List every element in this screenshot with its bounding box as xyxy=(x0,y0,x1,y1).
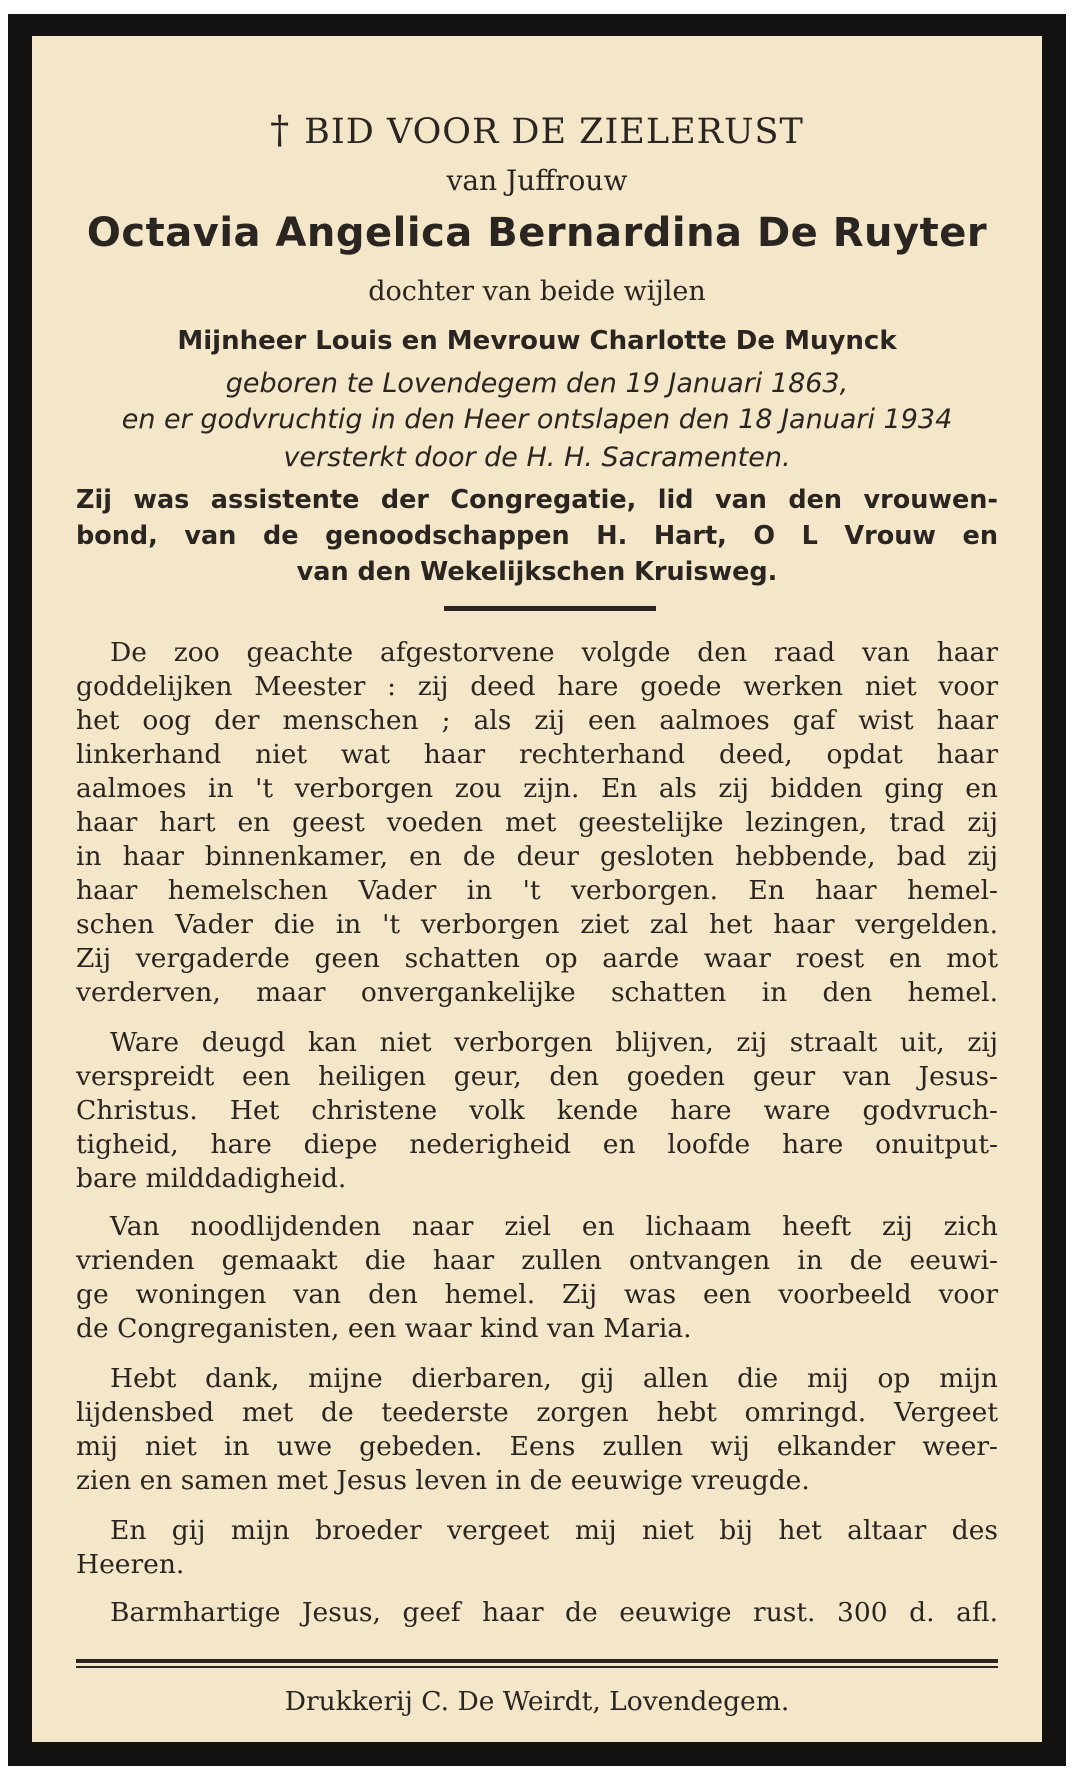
text-line: aalmoes in 't verborgen zou zijn. En als zij bidden ging en xyxy=(76,773,998,804)
text-line: linkerhand niet wat haar rechterhand deed, opdat haar xyxy=(76,739,998,770)
text-line: lijdensbed met de teederste zorgen hebt omringd. Vergeet xyxy=(76,1397,998,1428)
text-line: ge woningen van den hemel. Zij was een voorbeeld voor xyxy=(76,1279,998,1310)
closing-prayer: Barmhartige Jesus, geef haar de eeuwige rust. 300 d. afl. xyxy=(110,1597,998,1628)
text-line: Ware deugd kan niet verborgen blijven, zij straalt uit, zij xyxy=(110,1027,998,1058)
card-paper xyxy=(32,36,1042,1742)
sacraments-line: versterkt door de H. H. Sacramenten. xyxy=(283,442,791,473)
text-line: haar hart en geest voeden met geestelijke lezingen, trad zij xyxy=(76,807,998,838)
birth-line: geboren te Lovendegem den 19 Januari 1863, xyxy=(225,368,849,399)
text-line: Zij vergaderde geen schatten op aarde waar roest en mot xyxy=(76,943,998,974)
footer-rule xyxy=(76,1659,998,1663)
text-line: Christus. Het christene volk kende hare ware godvruch- xyxy=(76,1095,998,1126)
text-line: De zoo geachte afgestorvene volgde den raad van haar xyxy=(110,637,998,668)
printer-imprint: Drukkerij C. De Weirdt, Lovendegem. xyxy=(284,1686,790,1717)
text-line: bare milddadigheid. xyxy=(76,1163,347,1194)
salutation: van Juffrouw xyxy=(446,164,628,197)
parents-names: Mijnheer Louis en Mevrouw Charlotte De Muynck xyxy=(177,326,897,356)
text-line: het oog der menschen ; als zij een aalmoes gaf wist haar xyxy=(76,705,998,736)
text-line: haar hemelschen Vader in 't verborgen. En haar hemel- xyxy=(76,875,998,906)
prayer-title xyxy=(32,108,1042,152)
daughter-of: dochter van beide wijlen xyxy=(368,276,706,307)
prayer-title-text: BID VOOR DE ZIELERUST xyxy=(304,112,804,152)
text-line: En gij mijn broeder vergeet mij niet bij het altaar des xyxy=(110,1515,998,1546)
membership-line: Zij was assistente der Congregatie, lid van den vrouwen- xyxy=(76,485,998,515)
memorial-card xyxy=(8,14,1066,1766)
text-line: tigheid, hare diepe nederigheid en loofde hare onuitput- xyxy=(76,1129,998,1160)
text-line: in haar binnenkamer, en de deur gesloten hebbende, bad zij xyxy=(76,841,998,872)
deceased-name: Octavia Angelica Bernardina De Ruyter xyxy=(86,210,988,256)
text-line: schen Vader die in 't verborgen ziet zal het haar vergelden. xyxy=(76,909,998,940)
text-line: vrienden gemaakt die haar zullen ontvangen in de eeuwi- xyxy=(76,1245,998,1276)
text-line: verspreidt een heiligen geur, den goeden geur van Jesus- xyxy=(76,1061,998,1092)
text-line: Van noodlijdenden naar ziel en lichaam heeft zij zich xyxy=(110,1211,998,1242)
text-line: de Congreganisten, een waar kind van Maria. xyxy=(76,1313,692,1344)
membership-line: bond, van de genoodschappen H. Hart, O L Vrouw en xyxy=(76,521,998,551)
text-line: zien en samen met Jesus leven in de eeuwige vreugde. xyxy=(76,1465,810,1496)
footer-rule xyxy=(76,1666,998,1668)
death-line: en er godvruchtig in den Heer ontslapen den 18 Januari 1934 xyxy=(121,404,953,435)
text-line: Hebt dank, mijne dierbaren, gij allen die mij op mijn xyxy=(110,1363,998,1394)
text-line: mij niet in uwe gebeden. Eens zullen wij elkander weer- xyxy=(76,1431,998,1462)
divider xyxy=(444,606,656,611)
text-line: goddelijken Meester : zij deed hare goede werken niet voor xyxy=(76,671,998,702)
cross-icon: † xyxy=(270,108,291,152)
text-line: Heeren. xyxy=(76,1549,185,1580)
membership-line: van den Wekelijkschen Kruisweg. xyxy=(296,557,778,587)
text-line: verderven, maar onvergankelijke schatten in den hemel. xyxy=(76,977,998,1008)
